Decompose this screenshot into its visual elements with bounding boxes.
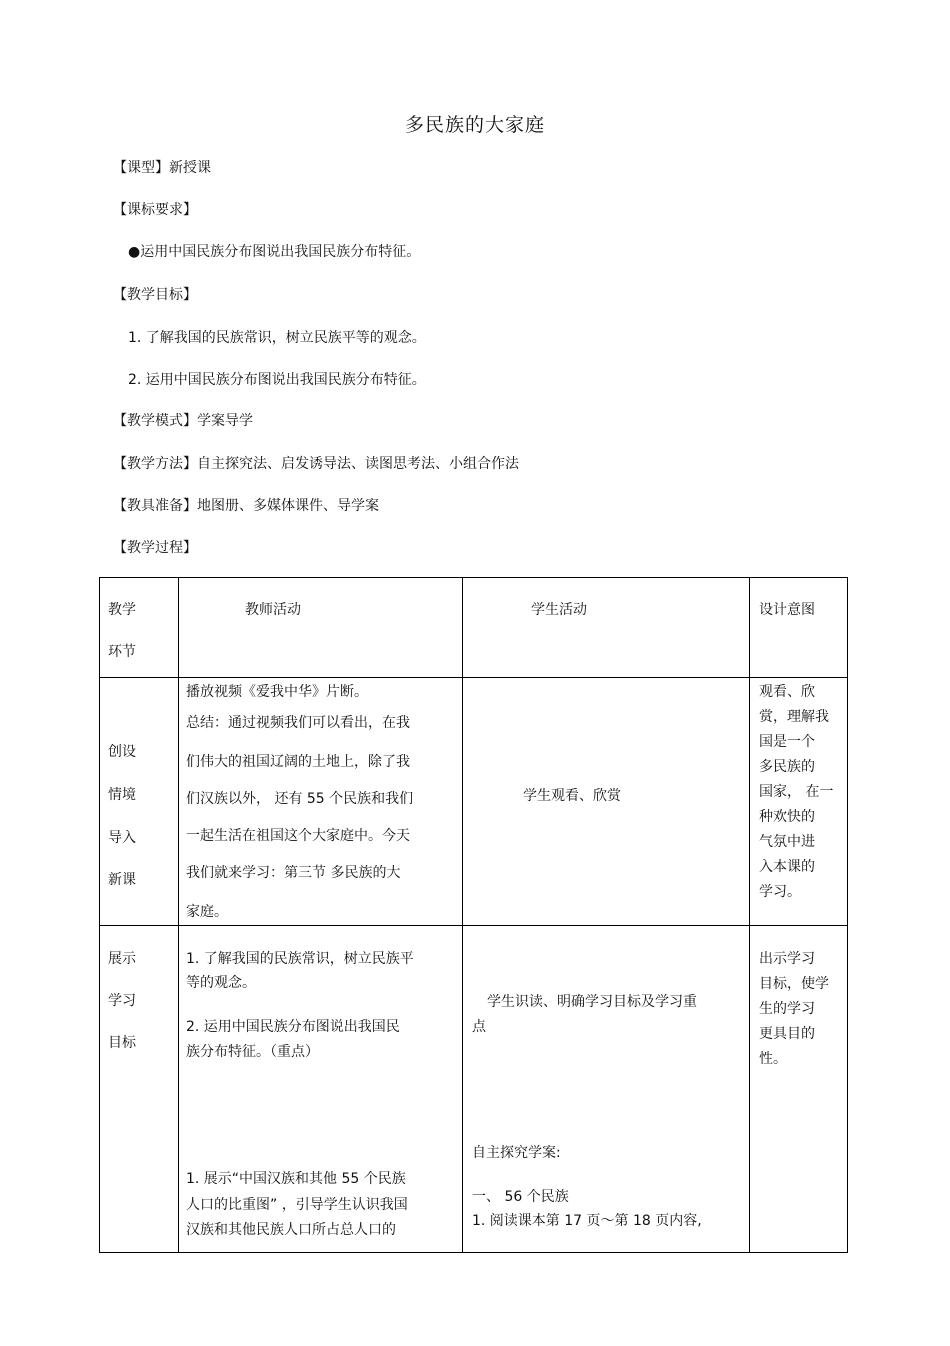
header-stage-line-2: 环节 — [108, 644, 136, 660]
row2-teacher-line: 人口的比重图” ，引导学生认识我国 — [186, 1197, 408, 1213]
row2-teacher-line: 族分布特征。（重点） — [186, 1044, 319, 1060]
row1-stage-line: 创设 — [108, 744, 136, 760]
row2-intent-line: 目标，使学 — [759, 976, 829, 992]
row1-teacher-line: 总结：通过视频我们可以看出，在我 — [186, 715, 410, 731]
row2-student-line: 自主探究学案: — [472, 1145, 561, 1161]
table-row — [100, 926, 848, 1253]
standard-item: ●运用中国民族分布图说出我国民族分布特征。 — [128, 244, 421, 260]
row2-student-line: 1. 阅读课本第 17 页～第 18 页内容, — [472, 1213, 702, 1229]
row1-intent-line: 种欢快的 — [759, 809, 815, 825]
row2-teacher-line: 汉族和其他民族人口所占总人口的 — [186, 1222, 396, 1238]
row2-stage-line: 展示 — [108, 951, 136, 967]
teaching-mode: 【教学模式】学案导学 — [113, 413, 253, 429]
row1-intent-line: 赏，理解我 — [759, 709, 829, 725]
row1-teacher-line: 家庭。 — [186, 904, 228, 920]
goal-2: 2. 运用中国民族分布图说出我国民族分布特征。 — [128, 372, 426, 388]
row2-intent-line: 生的学习 — [759, 1001, 815, 1017]
row2-student-line: 点 — [472, 1019, 486, 1035]
standard-heading: 【课标要求】 — [113, 202, 197, 218]
table-header-row — [100, 578, 848, 678]
row1-intent-line: 学习。 — [759, 884, 801, 900]
table-row — [100, 678, 848, 926]
row1-stage-line: 新课 — [108, 872, 136, 888]
row1-stage-line: 导入 — [108, 830, 136, 846]
page-title: 多民族的大家庭 — [404, 114, 545, 136]
row1-intent-line: 多民族的 — [759, 759, 815, 775]
row1-stage-line: 情境 — [108, 787, 136, 803]
row1-teacher-line: 我们就来学习：第三节 多民族的大 — [186, 865, 401, 881]
row2-stage-line: 学习 — [108, 993, 136, 1009]
goal-1: 1. 了解我国的民族常识，树立民族平等的观念。 — [128, 330, 426, 346]
row2-teacher-line: 1. 了解我国的民族常识，树立民族平 — [186, 951, 414, 967]
row1-intent-line: 气氛中进 — [759, 834, 815, 850]
row2-teacher-line: 等的观念。 — [186, 975, 256, 991]
header-teacher: 教师活动 — [245, 602, 301, 618]
row1-intent-line: 入本课的 — [759, 859, 815, 875]
row2-student-line: 学生识读、明确学习目标及学习重 — [487, 994, 697, 1010]
row1-intent-line: 国是一个 — [759, 734, 815, 750]
teaching-tools: 【教具准备】地图册、多媒体课件、导学案 — [113, 498, 379, 514]
goals-heading: 【教学目标】 — [113, 287, 197, 303]
row2-intent-line: 更具目的 — [759, 1026, 815, 1042]
course-type: 【课型】新授课 — [113, 160, 211, 176]
header-stage-line-1: 教学 — [108, 602, 136, 618]
row1-teacher-line: 们汉族以外， 还有 55 个民族和我们 — [186, 791, 414, 807]
lesson-plan-table — [99, 577, 848, 1253]
row2-teacher-line: 2. 运用中国民族分布图说出我国民 — [186, 1019, 400, 1035]
row2-stage-line: 目标 — [108, 1035, 136, 1051]
teaching-methods: 【教学方法】自主探究法、启发诱导法、读图思考法、小组合作法 — [113, 456, 519, 472]
row1-teacher-line: 一起生活在祖国这个大家庭中。今天 — [186, 828, 410, 844]
row1-intent-line: 国家， 在一 — [759, 784, 834, 800]
row2-intent-line: 性。 — [759, 1051, 787, 1067]
row2-teacher-line: 1. 展示“中国汉族和其他 55 个民族 — [186, 1171, 406, 1187]
header-intent: 设计意图 — [759, 602, 815, 618]
header-student: 学生活动 — [531, 602, 587, 618]
row2-intent-line: 出示学习 — [759, 951, 815, 967]
process-heading: 【教学过程】 — [113, 540, 197, 556]
row1-teacher-line: 播放视频《爱我中华》片断。 — [186, 684, 368, 700]
row1-teacher-line: 们伟大的祖国辽阔的土地上，除了我 — [186, 754, 410, 770]
row1-intent-line: 观看、欣 — [759, 684, 815, 700]
row1-student-line: 学生观看、欣赏 — [523, 788, 621, 804]
row2-student-line: 一、 56 个民族 — [472, 1189, 569, 1205]
